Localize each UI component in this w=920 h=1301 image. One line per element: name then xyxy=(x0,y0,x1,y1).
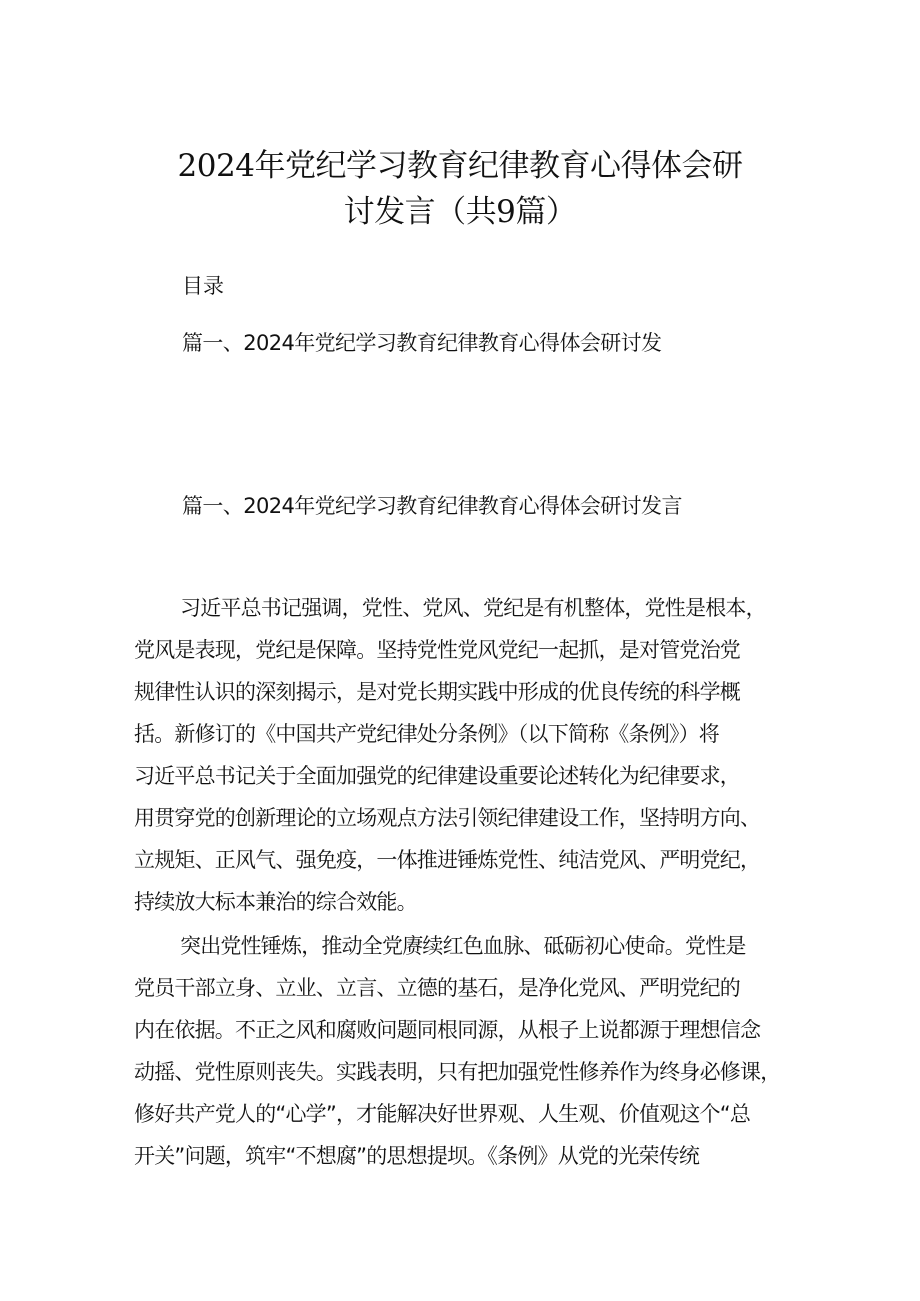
section-title: 篇一、2024年党纪学习教育纪律教育心得体会研讨发言 xyxy=(182,494,682,518)
toc-heading: 目录 xyxy=(182,274,224,298)
paragraph2-line: 党员干部立身、立业、立言、立德的基石，是净化党风、严明党纪的 xyxy=(134,976,740,1000)
paragraph1-line: 党风是表现，党纪是保障。坚持党性党风党纪一起抓，是对管党治党 xyxy=(134,638,740,662)
paragraph1-line: 括。新修订的《中国共产党纪律处分条例》（以下简称《条例》）将 xyxy=(134,722,719,746)
paragraph2-line: 开关”问题，筑牢“不想腐”的思想提坝。《条例》从党的光荣传统 xyxy=(134,1144,700,1168)
paragraph1-line: 用贯穿党的创新理论的立场观点方法引领纪律建设工作，坚持明方向、 xyxy=(134,806,761,830)
paragraph1-line: 习近平总书记关于全面加强党的纪律建设重要论述转化为纪律要求， xyxy=(134,764,740,788)
paragraph2-line: 突出党性锤炼，推动全党赓续红色血脉、砥砺初心使命。党性是 xyxy=(180,934,746,958)
document-title-line1: 2024年党纪学习教育纪律教育心得体会研 xyxy=(177,148,743,184)
paragraph1-line: 持续放大标本兼治的综合效能。 xyxy=(134,890,417,914)
toc-item[interactable]: 篇一、2024年党纪学习教育纪律教育心得体会研讨发 xyxy=(182,331,662,355)
paragraph1-line: 立规矩、正风气、强免疫，一体推进锤炼党性、纯洁党风、严明党纪， xyxy=(134,848,761,872)
paragraph2-line: 内在依据。不正之风和腐败问题同根同源，从根子上说都源于理想信念 xyxy=(134,1018,761,1042)
paragraph1-line: 规律性认识的深刻揭示，是对党长期实践中形成的优良传统的科学概 xyxy=(134,680,740,704)
paragraph2-line: 修好共产党人的“心学”，才能解决好世界观、人生观、价值观这个“总 xyxy=(134,1102,751,1126)
document-title-line2: 讨发言（共9篇） xyxy=(343,194,577,230)
paragraph1-line: 习近平总书记强调，党性、党风、党纪是有机整体，党性是根本， xyxy=(180,596,766,620)
paragraph2-line: 动摇、党性原则丧失。实践表明，只有把加强党性修养作为终身必修课， xyxy=(134,1060,781,1084)
